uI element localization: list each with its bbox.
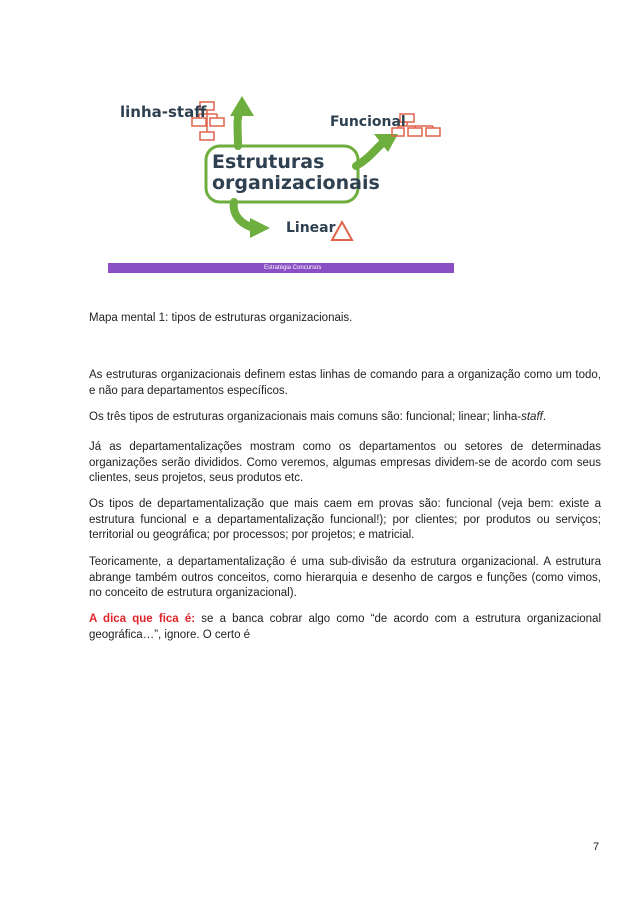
paragraph-6-rest: se a banca cobrar algo como “de acordo com a estrutura organizacional geográfica…”, ignore. O certo é — [89, 613, 602, 641]
label-linha-staff: linha-staff — [120, 103, 207, 121]
label-linear: Linear — [286, 220, 336, 236]
paragraph-2-end: . — [542, 411, 547, 423]
mind-map-figure — [108, 76, 454, 273]
paragraph-2-main: Os três tipos de estruturas organizacionais mais comuns são: funcional; linear; linha- — [89, 411, 522, 423]
center-title — [212, 151, 380, 194]
paragraph-4: Os tipos de departamentalização que mais caem em provas são: funcional (veja bem: existe a estrutura funcional e a departamentalização funcional!); por clientes; por produtos ou serviços; territorial ou geográfica; por processos; por projetos; e matricial. — [89, 498, 601, 541]
paragraph-3: Já as departamentalizações mostram como os departamentos ou setores de determinadas organizações serão divididos. Como veremos, algumas empresas dividem-se de acordo com seus clientes, seus projetos, seus produtos etc. — [89, 441, 601, 484]
page-number: 7 — [593, 841, 600, 853]
paragraph-2 — [89, 410, 601, 426]
paragraph-1: As estruturas organizacionais definem estas linhas de comando para a organização como um todo, e não para departamentos específicos. — [89, 369, 601, 397]
paragraph-6 — [89, 612, 601, 643]
center-title-line2: organizacionais — [212, 172, 380, 194]
figure-caption: Mapa mental 1: tipos de estruturas organizacionais. — [89, 312, 353, 324]
paragraph-5: Teoricamente, a departamentalização é uma sub-divisão da estrutura organizacional. A estrutura abrange também outros conceitos, como hierarquia e desenho de cargos e funções (como vimos, no conceito de estrutura organizacional). — [89, 556, 601, 599]
figure-footer-bar — [108, 263, 454, 273]
footer-logo: Estratégia Concursos — [264, 265, 322, 271]
label-funcional: Funcional — [330, 114, 406, 130]
center-title-line1: Estruturas — [212, 151, 325, 173]
tip-label: A dica que fica é: — [89, 613, 196, 625]
paragraph-2-italic: staff — [521, 411, 543, 423]
